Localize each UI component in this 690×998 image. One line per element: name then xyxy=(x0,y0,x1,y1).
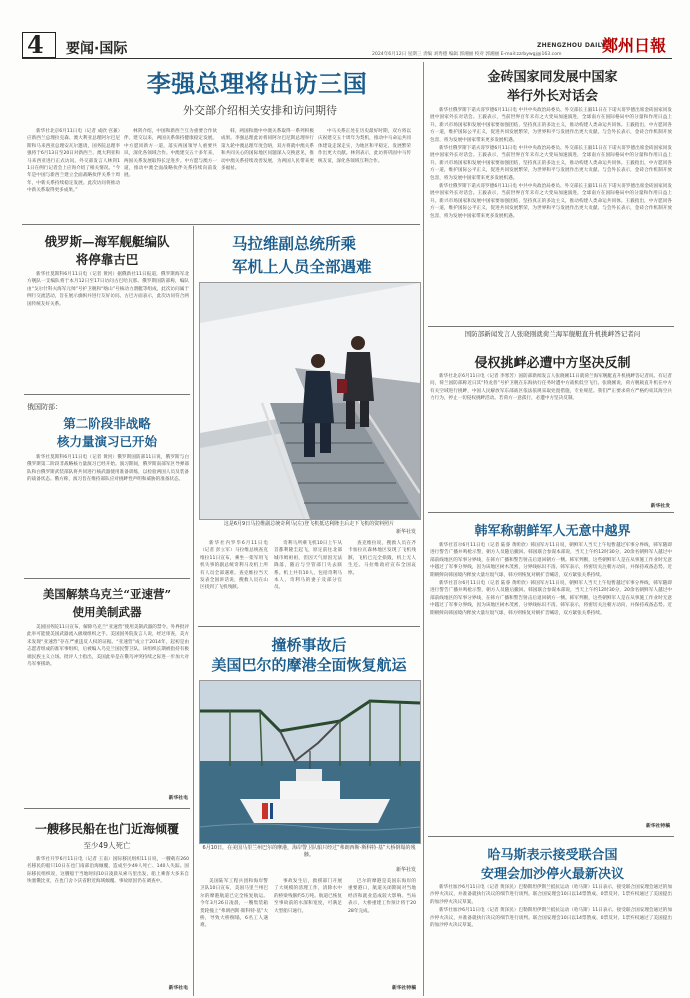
bridge-photo xyxy=(199,680,421,844)
malawi-photo xyxy=(199,282,421,520)
malawi-col3: 查克维拉说，搜救人员在齐卡加拉瓦森林地区发现了飞机残骸，飞机已完全损毁，机上无人生还。马拉维政府宣布全国哀悼。 xyxy=(348,541,416,576)
plane-stairs-illustration xyxy=(200,283,420,519)
bridge-col1: 美国陆军工程兵团和海岸警卫队10日宣布，美国马里兰州巴尔的摩港航道已完全恢复航运。今年3月26日凌晨，一艘集装箱货轮撞上“弗朗西斯·斯科特·基”大桥，导致大桥倒塌，6名工人遇难。 xyxy=(200,879,268,929)
header-rule xyxy=(22,58,672,59)
paper-name-en: ZHENGZHOU DAILY xyxy=(537,42,606,49)
paper-logo: 鄭州日報 xyxy=(602,36,667,55)
hamas-headline-2: 安理会加沙停火最新决议 xyxy=(480,867,624,882)
malawi-col2: 奇利马所乘飞机10日上午从首都利隆圭起飞，原定前往北部城市姆祖祖，但因天气原因无法降落，随后与空管部门失去联系。机上共有10人，包括奇利马本人、奇利马的妻子及部分官员。 xyxy=(274,541,342,591)
malawi-photo-caption: 这是6月9日马拉维副总统奇利马(左)登飞机抵达利隆圭后走下飞机的资料照片 xyxy=(223,521,395,527)
russia-body: 新华社莫斯科6月11日电（记者 黄河）据俄新社11日报道，俄罗斯海军北方舰队一支编队将于本月12日至17日访问古巴哈瓦那。俄罗斯国防部称，编队由“戈尔什科夫海军元帅”号护卫舰和“喀山”号核动力潜艇等组成，此次访问属于例行交流活动，旨在展示旗帜并进行友好访问。古巴方面表示，此次访问符合两国传统友好关系。 xyxy=(27,272,189,307)
divider xyxy=(22,224,420,225)
migrants-subhead: 至少49人死亡 xyxy=(83,841,131,850)
bridge-source: 新华社特稿 xyxy=(392,986,416,991)
divider xyxy=(428,836,674,837)
bridge-headline-1: 撞桥事故后 xyxy=(271,636,347,654)
divider xyxy=(198,626,420,627)
header-info: 2024年6月12日 星期三 责编 刘秀德 编辑 郭湘丽 校对 郭湘丽 E-mail:zzrbywgj@163.com xyxy=(372,52,562,57)
malawi-headline-1: 马拉维副总统所乘 xyxy=(232,234,357,253)
brics-headline-1: 金砖国家同发展中国家 xyxy=(487,70,618,85)
section-title: 要闻·国际 xyxy=(66,41,128,57)
azov-headline-1: 美国解禁乌克兰“亚速营” xyxy=(42,587,172,601)
left-col-divider xyxy=(193,226,194,996)
russia-headline-1: 俄罗斯—海军舰艇编队 xyxy=(44,234,170,249)
story1-col3: 韩，两国和澳中中澳关系取得一系列积极成果。李强总理此访将同阿尔巴尼斯总理举行第九轮中澳总理年度会晤，双方将就中澳关系和共同关心的国际地区问题深入交换意见，推动中澳关系持续改善发展，为两国人民带来更多福祉。 xyxy=(221,129,314,172)
defense-source: 新华社发 xyxy=(650,504,670,509)
korea-headline: 韩军称朝鲜军人无意中越界 xyxy=(474,524,631,539)
story1-col1: 新华社北京6月11日电（记者 成欣 宫兼）应新西兰总理拉克森、澳大利亚总理阿尔巴尼斯和马来西亚总理安瓦尔邀请，国务院总理李强将于6月13日至20日对新西兰、澳大利亚和马来西亚进行正式访问。外交部发言人林剑11日在例行记者会上应询介绍了相关情况。“今年是中国与新西兰建立全面战略伙伴关系十周年，中新关系持续稳定发展。此次访问将推动中新关系取得更多成果。” xyxy=(27,129,120,194)
story1-col2: 林剑介绍，中国和新西兰互为重要合作伙伴。建交以来，两国关系保持健康稳定发展。中方愿同新方一道，落实两国领导人重要共识，深化各领域合作。中澳建交五十多年来，两国关系发展取得长足进步。中方愿与澳方一道，推动中澳全面战略伙伴关系持续向前发展。 xyxy=(124,129,217,179)
story1-headline: 李强总理将出访三国 xyxy=(146,69,368,98)
azov-source: 新华社电 xyxy=(168,796,188,801)
divider xyxy=(24,578,190,579)
malawi-photo-credit: 新华社发 xyxy=(395,529,416,535)
hamas-body: 新华社加沙6月11日电（记者 黄泽民）巴勒斯坦伊斯兰抵抗运动（哈马斯）11日表示，接受联合国安理会通过的加沙停火决议，并准备就执行决议的细节进行谈判。联合国安理会10日以14票赞成、0票反对、1票弃权通过了美国提出的加沙停火决议草案。 新华社加沙6月11日电（记者 黄泽民）巴勒斯坦伊斯兰抵抗运动（哈马斯）11日表示，接受联合国安理会通过的加沙停火决议，并准备就执行决议的细节进行谈判。联合国安理会10日以14票赞成、0票反对、1票弃权通过了美国提出的加沙停火决议草案。 xyxy=(430,885,672,929)
divider xyxy=(24,394,190,395)
story1-subhead: 外交部介绍相关安排和访问期待 xyxy=(183,104,337,117)
nuclear-kicker: 俄国防部： xyxy=(27,403,62,411)
azov-body: 美国国务院11日宣布，解除乌克兰“亚速营”使用美制武器的禁令。外界批评此举可能使美国武器流入极端组织之手。美国国务院发言人说，经过审查，美方未发现“亚速营”存在严重违反人权的证据。“亚速营”成立于2014年，起初是由志愿者组成的准军事组织，后被编入乌克兰国民警卫队。该组织长期被指持有极端民族主义立场。批评人士指出，美国此举是在俄乌冲突持续之际进一步加大对乌军事援助。 xyxy=(27,625,189,668)
bridge-photo-caption: 6月10日，在美国马里兰州巴尔的摩港，海岸警卫队船只经过“弗朗西斯·斯科特·基”大桥倒塌的残骸。 xyxy=(202,845,416,858)
nuclear-headline-1: 第二阶段非战略 xyxy=(63,416,151,431)
hamas-headline-1: 哈马斯表示接受联合国 xyxy=(487,848,618,863)
defense-body: 新华社北京6月11日电（记者 李寒芳）国防部新闻发言人张晓刚11日就荷兰海军舰艇直升机挑衅答记者问。有记者问，荷兰国防部称近日其“特龙普”号护卫舰在东海执行任务时遭中方战机低空飞行。张晓刚说，荷方舰载直升机在中方有关空域进行挑衅，中国人民解放军东部战区依法依规采取处置措施，专业规范。我们严正要求荷方严格约束其海空兵力行为，停止一切侵权挑衅活动。若荷方一意孤行，必遭中方坚决反制。 xyxy=(430,374,672,402)
korea-body: 新华社首尔6月11日电（记者 陆睿 黄昕欣）韩国军方11日说，朝鲜军人当天上午短暂越过军事分界线，韩军随即进行警告广播并鸣枪示警，朝方人员随后撤回。韩国联合参谋本部说，当天上午约12时30分，20余名朝鲜军人越过中部前线地区的军事分界线，在韩方广播和警告射击后退回朝方一侧。韩军判断，这些朝鲜军人是在从事施工作业时无意中越过了军事分界线，因为该地区树木茂密，分界线标识不清。韩军表示，将密切关注朝方动向，并保持戒备态势。近期朝鲜向韩国境内释放大量垃圾气球，韩方则恢复对朝扩音喊话，双方紧张关系持续。 新华社首尔6月11日电（记者 陆睿 黄昕欣）韩国军方11日说，朝鲜军人当天上午短暂越过军事分界线，韩军随即进行警告广播并鸣枪示警，朝方人员随后撤回。韩国联合参谋本部说，当天上午约12时30分，20余名朝鲜军人越过中部前线地区的军事分界线，在韩方广播和警告射击后退回朝方一侧。韩军判断，这些朝鲜军人是在从事施工作业时无意中越过了军事分界线，因为该地区树木茂密，分界线标识不清。韩军表示，将密切关注朝方动向，并保持戒备态势。近期朝鲜向韩国境内释放大量垃圾气球，韩方则恢复对朝扩音喊话，双方紧张关系持续。 xyxy=(430,543,672,616)
nuclear-headline-2: 核力量演习已开始 xyxy=(56,434,157,449)
divider xyxy=(24,808,190,809)
bridge-col2: 事故发生后，救援部门开展了大规模的清理工作，清除水中的桥梁残骸约5万吨。航道已恢复至事故前的水深和宽度，可满足大型船只通行。 xyxy=(274,879,342,914)
defense-kicker: 国防部新闻发言人张晓刚就荷兰海军舰艇直升机挑衅答记者问 xyxy=(464,330,641,338)
migrants-body: 新华社开罗6月11日电（记者 王南）国际移民组织11日说，一艘载有260名移民的船只10日在也门南部沿海倾覆，造成至少49人死亡、140人失踪。国际移民组织说，这艘船于当地时间10日凌晨从索马里出发，船上乘客大多来自埃塞俄比亚，在也门舍卜沃省附近海域倾覆。事故原因仍在调查中。 xyxy=(27,857,189,885)
bridge-col3: 巴尔的摩港是美国东海岸的重要港口，航道关闭期间对当地经济和就业造成较大影响。当局表示，大桥重建工作预计将于2028年完成。 xyxy=(348,879,416,914)
brics-headline-2: 举行外长对话会 xyxy=(506,89,598,104)
defense-headline: 侵权挑衅必遭中方坚决反制 xyxy=(474,356,631,371)
bridge-ship-illustration xyxy=(200,681,420,843)
nuclear-body: 新华社莫斯科6月11日电（记者 黄河）俄罗斯国防部11日说，俄罗斯与白俄罗斯第二阶段非战略核力量演习已经开始。演习期间，俄罗斯南部军区导弹部队和白俄罗斯武装部队将共同进行核武器使用准备训练，以检验两国人员及装备的战备状态。俄方称，演习旨在维持部队应对挑衅性声明和威胁的准备状态。 xyxy=(27,455,189,483)
divider xyxy=(428,326,674,327)
korea-source: 新华社特稿 xyxy=(646,824,670,829)
bridge-headline-2: 美国巴尔的摩港全面恢复航运 xyxy=(211,656,407,674)
page-number: 4 xyxy=(27,30,44,59)
malawi-headline-2: 军机上人员全部遇难 xyxy=(232,257,372,276)
story1-col4: 中马关系正处在历史最好时期，双方将以庆祝建交五十周年为契机，推动中马命运共同体建设走深走实，为地区和平稳定、发展繁荣作出更大贡献。林剑表示，此访将巩固中马传统友谊，深化各领域互利合作。 xyxy=(318,129,411,164)
right-col-divider xyxy=(423,62,424,996)
azov-headline-2: 使用美制武器 xyxy=(72,605,142,619)
migrants-headline: 一艘移民船在也门近海倾覆 xyxy=(34,822,179,836)
page-header xyxy=(0,0,690,60)
divider xyxy=(428,512,674,513)
malawi-col1: 新华社内罗毕6月11日电（记者 彭立军）马拉维总统查克维拉11日宣布，乘坐一架军用飞机失事的副总统奇利马及机上所有人员全部遇难。查克维拉当天发表全国讲话说，搜救人员在山区找到了飞机残骸。 xyxy=(200,541,268,591)
bridge-photo-credit: 新华社发 xyxy=(395,867,416,873)
russia-headline-2: 将停靠古巴 xyxy=(75,252,139,267)
migrants-source: 新华社电 xyxy=(168,986,188,991)
brics-body: 新华社俄罗斯下诺夫哥罗德6月11日电 中共中央政治局委员、外交部长王毅11日在下诺夫哥罗德出席金砖国家同发展中国家外长对话会。王毅表示，当前世界百年未有之大变局加速演进，全球南方在国际格局中的分量和作用日益上升。新兴市场国家和发展中国家要加强团结，坚持真正的多边主义，推动构建人类命运共同体。王毅指出，中方愿同各方一道，维护国际公平正义，促进共同发展繁荣，为世界和平与发展作出更大贡献。与会外长表示，金砖合作机制开放包容，将为发展中国家带来更多发展机遇。 新华社俄罗斯下诺夫哥罗德6月11日电 中共中央政治局委员、外交部长王毅11日在下诺夫哥罗德出席金砖国家同发展中国家外长对话会。王毅表示，当前世界百年未有之大变局加速演进，全球南方在国际格局中的分量和作用日益上升。新兴市场国家和发展中国家要加强团结，坚持真正的多边主义，推动构建人类命运共同体。王毅指出，中方愿同各方一道，维护国际公平正义，促进共同发展繁荣，为世界和平与发展作出更大贡献。与会外长表示，金砖合作机制开放包容，将为发展中国家带来更多发展机遇。 新华社俄罗斯下诺夫哥罗德6月11日电 中共中央政治局委员、外交部长王毅11日在下诺夫哥罗德出席金砖国家同发展中国家外长对话会。王毅表示，当前世界百年未有之大变局加速演进，全球南方在国际格局中的分量和作用日益上升。新兴市场国家和发展中国家要加强团结，坚持真正的多边主义，推动构建人类命运共同体。王毅指出，中方愿同各方一道，维护国际公平正义，促进共同发展繁荣，为世界和平与发展作出更大贡献。与会外长表示，金砖合作机制开放包容，将为发展中国家带来更多发展机遇。 xyxy=(430,108,672,219)
